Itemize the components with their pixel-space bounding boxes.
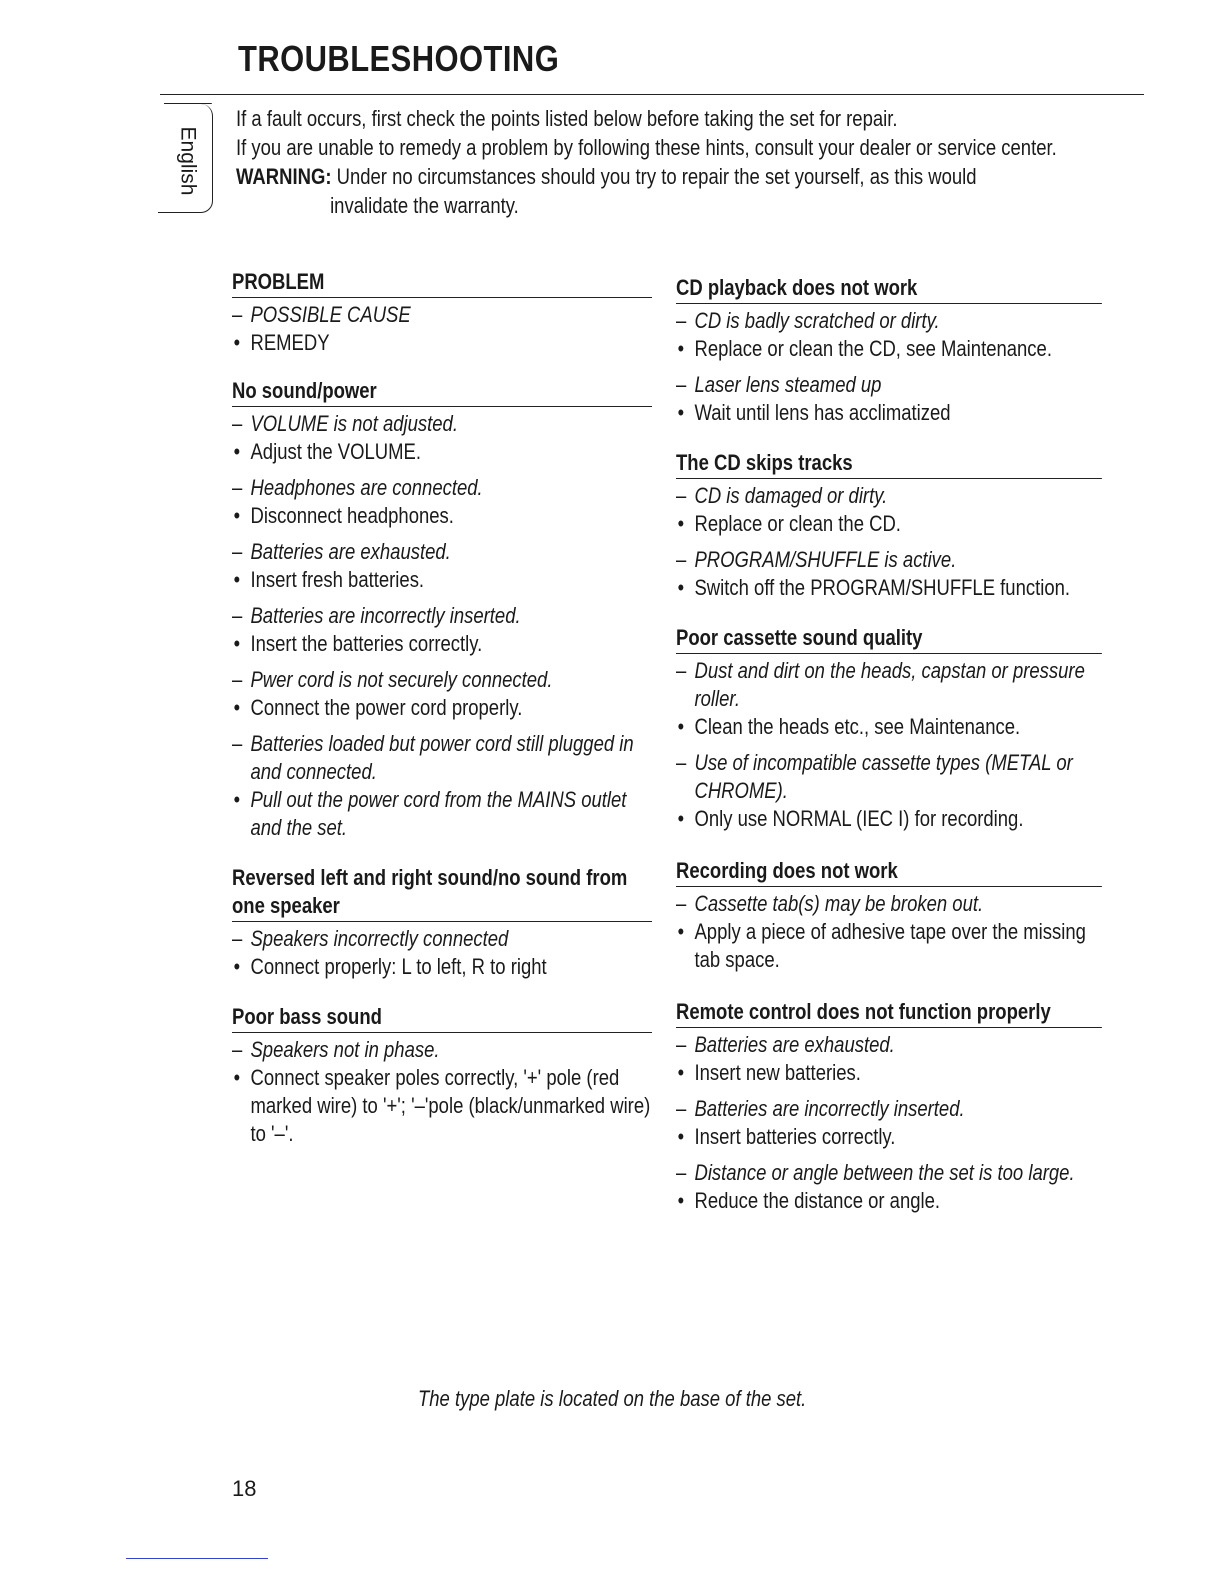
- warning-text-1: Under no circumstances should you try to repair the set yourself, as this would: [336, 164, 977, 189]
- trouble-item: [676, 307, 1102, 363]
- trouble-item: [676, 1095, 1102, 1151]
- left-column: [232, 268, 652, 1156]
- section-title: Remote control does not function properly: [676, 998, 1102, 1028]
- section-title: Poor cassette sound quality: [676, 624, 1102, 654]
- section-title: The CD skips tracks: [676, 449, 1102, 479]
- possible-cause: – Batteries loaded but power cord still plugged in and connected.: [232, 730, 652, 786]
- title-divider: [160, 94, 1144, 95]
- remedy: • Replace or clean the CD, see Maintenance.: [676, 335, 1102, 363]
- possible-cause: – Speakers incorrectly connected: [232, 925, 652, 953]
- trouble-item: [676, 546, 1102, 602]
- remedy: • REMEDY: [232, 329, 652, 357]
- trouble-item: [232, 538, 652, 594]
- remedy: • Clean the heads etc., see Maintenance.: [676, 713, 1102, 741]
- remedy: • Connect properly: L to left, R to right: [232, 953, 652, 981]
- possible-cause: – Laser lens steamed up: [676, 371, 1102, 399]
- intro-line-2: If you are unable to remedy a problem by following these hints, consult your dealer or service center.: [236, 135, 1057, 160]
- possible-cause: – POSSIBLE CAUSE: [232, 301, 652, 329]
- remedy: • Connect speaker poles correctly, '+' pole (red marked wire) to '+'; '–'pole (black/unmarked wire) to '–'.: [232, 1064, 652, 1148]
- trouble-item: [676, 1159, 1102, 1215]
- remedy: • Insert fresh batteries.: [232, 566, 652, 594]
- remedy: • Reduce the distance or angle.: [676, 1187, 1102, 1215]
- trouble-section: [232, 1003, 652, 1148]
- intro-line-1: If a fault occurs, first check the points listed below before taking the set for repair.: [236, 106, 898, 131]
- trouble-section: [676, 624, 1102, 833]
- possible-cause: – VOLUME is not adjusted.: [232, 410, 652, 438]
- trouble-section: [676, 998, 1102, 1215]
- possible-cause: – Cassette tab(s) may be broken out.: [676, 890, 1102, 918]
- right-column: [676, 274, 1102, 1223]
- trouble-section: [676, 857, 1102, 974]
- bottom-rule: [126, 1558, 268, 1559]
- page-number: 18: [232, 1476, 257, 1501]
- language-tab: [160, 125, 214, 197]
- possible-cause: – Distance or angle between the set is too large.: [676, 1159, 1102, 1187]
- trouble-item: [232, 730, 652, 842]
- trouble-item: [676, 1031, 1102, 1087]
- trouble-section: [232, 864, 652, 981]
- possible-cause: – PROGRAM/SHUFFLE is active.: [676, 546, 1102, 574]
- section-title: Poor bass sound: [232, 1003, 652, 1033]
- possible-cause: – Batteries are exhausted.: [676, 1031, 1102, 1059]
- remedy: • Insert the batteries correctly.: [232, 630, 652, 658]
- remedy: • Pull out the power cord from the MAINS outlet and the set.: [232, 786, 652, 842]
- trouble-section: [232, 268, 652, 357]
- footer-note-text: The type plate is located on the base of the set.: [417, 1386, 807, 1411]
- trouble-item: [676, 371, 1102, 427]
- trouble-item: [232, 602, 652, 658]
- possible-cause: – Speakers not in phase.: [232, 1036, 652, 1064]
- page-title: TROUBLESHOOTING: [238, 38, 560, 79]
- possible-cause: – Use of incompatible cassette types (METAL or CHROME).: [676, 749, 1102, 805]
- possible-cause: – Batteries are incorrectly inserted.: [232, 602, 652, 630]
- possible-cause: – CD is damaged or dirty.: [676, 482, 1102, 510]
- remedy: • Apply a piece of adhesive tape over the missing tab space.: [676, 918, 1102, 974]
- remedy: • Wait until lens has acclimatized: [676, 399, 1102, 427]
- language-tab-label: English: [176, 126, 200, 196]
- warning-text-2: invalidate the warranty.: [330, 193, 519, 218]
- possible-cause: – Batteries are exhausted.: [232, 538, 652, 566]
- possible-cause: – Batteries are incorrectly inserted.: [676, 1095, 1102, 1123]
- trouble-item: [232, 410, 652, 466]
- footer-note: [0, 1386, 1224, 1412]
- intro-text: [236, 104, 1116, 220]
- trouble-item: [676, 657, 1102, 741]
- warning-line: [236, 162, 1116, 191]
- remedy: • Insert batteries correctly.: [676, 1123, 1102, 1151]
- trouble-section: [232, 377, 652, 842]
- possible-cause: – CD is badly scratched or dirty.: [676, 307, 1102, 335]
- trouble-item: [676, 749, 1102, 833]
- trouble-item: [676, 890, 1102, 974]
- remedy: • Only use NORMAL (IEC I) for recording.: [676, 805, 1102, 833]
- trouble-section: [676, 449, 1102, 602]
- possible-cause: – Pwer cord is not securely connected.: [232, 666, 652, 694]
- remedy: • Insert new batteries.: [676, 1059, 1102, 1087]
- possible-cause: – Headphones are connected.: [232, 474, 652, 502]
- warning-label: WARNING:: [236, 164, 332, 189]
- trouble-item: [232, 925, 652, 981]
- possible-cause: – Dust and dirt on the heads, capstan or pressure roller.: [676, 657, 1102, 713]
- remedy: • Disconnect headphones.: [232, 502, 652, 530]
- remedy: • Connect the power cord properly.: [232, 694, 652, 722]
- remedy: • Adjust the VOLUME.: [232, 438, 652, 466]
- trouble-item: [676, 482, 1102, 538]
- trouble-item: [232, 666, 652, 722]
- section-title: PROBLEM: [232, 268, 652, 298]
- trouble-item: [232, 301, 652, 357]
- remedy: • Switch off the PROGRAM/SHUFFLE function.: [676, 574, 1102, 602]
- trouble-item: [232, 1036, 652, 1148]
- section-title: No sound/power: [232, 377, 652, 407]
- trouble-section: [676, 274, 1102, 427]
- section-title: CD playback does not work: [676, 274, 1102, 304]
- trouble-item: [232, 474, 652, 530]
- section-title: Reversed left and right sound/no sound from one speaker: [232, 864, 652, 922]
- section-title: Recording does not work: [676, 857, 1102, 887]
- remedy: • Replace or clean the CD.: [676, 510, 1102, 538]
